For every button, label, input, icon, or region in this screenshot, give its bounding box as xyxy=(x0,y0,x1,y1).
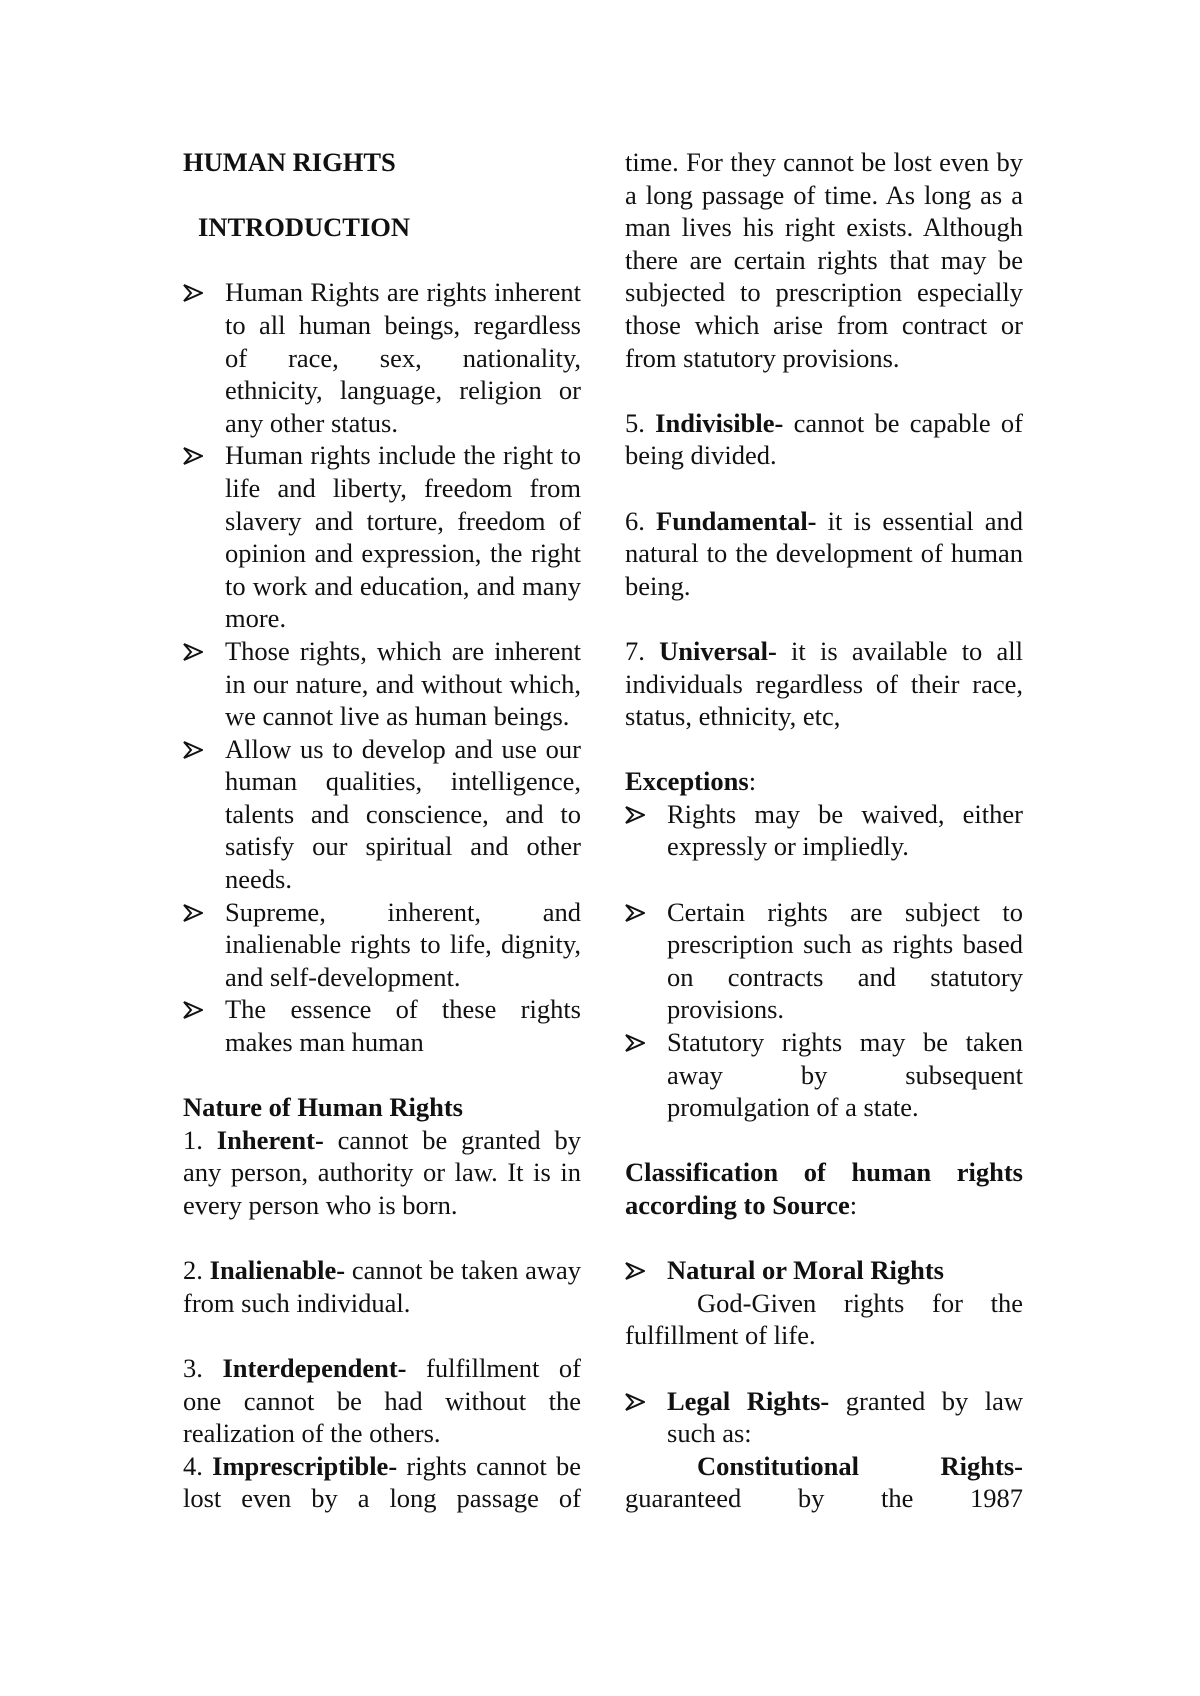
arrow-bullet-icon xyxy=(183,993,207,1025)
item-text: cannot be capable of being divided. xyxy=(625,407,1024,471)
item-term: Imprescriptible- xyxy=(212,1450,398,1481)
arrow-bullet-icon xyxy=(625,1026,649,1058)
item-term: Interdependent- xyxy=(222,1352,407,1383)
colon: : xyxy=(748,766,757,797)
bullet-text: The essence of these rights makes man human xyxy=(225,994,581,1058)
item-text: it is essential and natural to the development of human being. xyxy=(625,505,1023,601)
list-item xyxy=(625,1026,1023,1124)
classification-list xyxy=(625,1254,1023,1287)
constitutional-rights xyxy=(625,1450,1023,1515)
item-term: Inherent- xyxy=(216,1124,324,1155)
nature-item-inalienable xyxy=(183,1254,581,1319)
nature-item-fundamental xyxy=(625,505,1023,603)
bullet-text: Those rights, which are inherent in our nature, and without which, we cannot live as human beings. xyxy=(225,635,581,732)
list-item xyxy=(183,635,581,733)
list-item xyxy=(625,1254,1023,1287)
left-column xyxy=(183,146,581,1515)
legal-rights-title: Legal Rights- xyxy=(667,1385,830,1416)
item-number: 1. xyxy=(183,1124,203,1155)
right-column xyxy=(625,146,1023,1515)
natural-rights-text: God-Given rights for the fulfillment of life. xyxy=(625,1287,1023,1351)
bullet-text: Statutory rights may be taken away by subsequent promulgation of a state. xyxy=(667,1027,1023,1123)
item-term: Inalienable- xyxy=(209,1255,346,1286)
nature-item-indivisible xyxy=(625,407,1023,472)
introduction-bullet-list xyxy=(183,276,581,1058)
colon: : xyxy=(849,1190,858,1220)
bullet-text: Certain rights are subject to prescription such as rights based on contracts and statutory provisions. xyxy=(667,896,1023,1025)
exceptions-heading-text: Exceptions xyxy=(625,766,749,797)
nature-item-imprescriptible xyxy=(183,1450,581,1515)
list-item xyxy=(183,276,581,439)
list-item xyxy=(183,439,581,635)
list-item xyxy=(183,993,581,1058)
list-item xyxy=(183,733,581,896)
natural-rights-title: Natural or Moral Rights xyxy=(667,1255,944,1286)
exceptions-bullet-list xyxy=(625,798,1023,863)
item-term: Indivisible- xyxy=(655,407,784,438)
bullet-text: Allow us to develop and use our human qualities, intelligence, talents and conscience, and to satisfy our spiritual and other needs. xyxy=(225,733,581,895)
bullet-text: Human Rights are rights inherent to all human beings, regardless of race, sex, nationality, ethnicity, language, religion or any other status. xyxy=(225,277,581,438)
list-item xyxy=(625,1385,1023,1450)
constitutional-title: Constitutional Rights- xyxy=(697,1450,1023,1481)
item-text: it is available to all individuals regardless of their race, status, ethnicity, etc, xyxy=(625,635,1023,732)
legal-rights-text: granted by law such as: xyxy=(667,1385,1024,1449)
classification-heading xyxy=(625,1156,1023,1221)
item-number: 3. xyxy=(183,1352,203,1383)
arrow-bullet-icon xyxy=(625,1385,649,1417)
arrow-bullet-icon xyxy=(625,1254,649,1286)
arrow-bullet-icon xyxy=(183,896,207,928)
nature-item-inherent xyxy=(183,1124,581,1222)
item-term: Universal- xyxy=(659,635,777,666)
constitutional-text: guaranteed by the 1987 xyxy=(625,1483,1023,1514)
item-number: 4. xyxy=(183,1450,203,1481)
list-item xyxy=(625,896,1023,1026)
arrow-bullet-icon xyxy=(183,733,207,765)
classification-heading-text: Classification of human rights according to Source xyxy=(625,1157,1023,1220)
nature-heading: Nature of Human Rights xyxy=(183,1092,463,1123)
item-number: 6. xyxy=(625,505,645,536)
bullet-text: Supreme, inherent, and inalienable rights to life, dignity, and self-development. xyxy=(225,896,581,992)
imprescriptible-continuation: time. For they cannot be lost even by a long passage of time. As long as a man lives his right exists. Although there are certain rights that may be subjected to prescription especially those which arise from contract or from statutory provisions. xyxy=(625,147,1023,373)
item-text: rights cannot be lost even by a long passage of xyxy=(183,1450,581,1514)
arrow-bullet-icon xyxy=(625,798,649,830)
arrow-bullet-icon xyxy=(183,276,207,308)
list-item xyxy=(625,798,1023,863)
item-term: Fundamental- xyxy=(656,505,817,536)
item-text: cannot be granted by any person, authority or law. It is in every person who is born. xyxy=(183,1124,581,1220)
bullet-text: Human rights include the right to life and liberty, freedom from slavery and torture, freedom of opinion and expression, the right to work and education, and many more. xyxy=(225,440,581,634)
bullet-text: Rights may be waived, either expressly or impliedly. xyxy=(667,798,1023,862)
list-item xyxy=(183,896,581,994)
document-title: HUMAN RIGHTS xyxy=(183,147,396,177)
introduction-heading: INTRODUCTION xyxy=(198,212,411,243)
arrow-bullet-icon xyxy=(183,635,207,667)
item-text: fulfillment of one cannot be had without the realization of the others. xyxy=(183,1352,581,1449)
item-number: 7. xyxy=(625,635,645,666)
item-number: 5. xyxy=(625,407,645,438)
item-number: 2. xyxy=(183,1255,203,1286)
arrow-bullet-icon xyxy=(625,896,649,928)
exceptions-bullet-list-2 xyxy=(625,896,1023,1124)
exceptions-heading xyxy=(625,765,1023,798)
nature-item-interdependent xyxy=(183,1352,581,1450)
arrow-bullet-icon xyxy=(183,439,207,471)
classification-list-2 xyxy=(625,1385,1023,1450)
item-text: cannot be taken away from such individual. xyxy=(183,1255,582,1318)
nature-item-universal xyxy=(625,635,1023,733)
